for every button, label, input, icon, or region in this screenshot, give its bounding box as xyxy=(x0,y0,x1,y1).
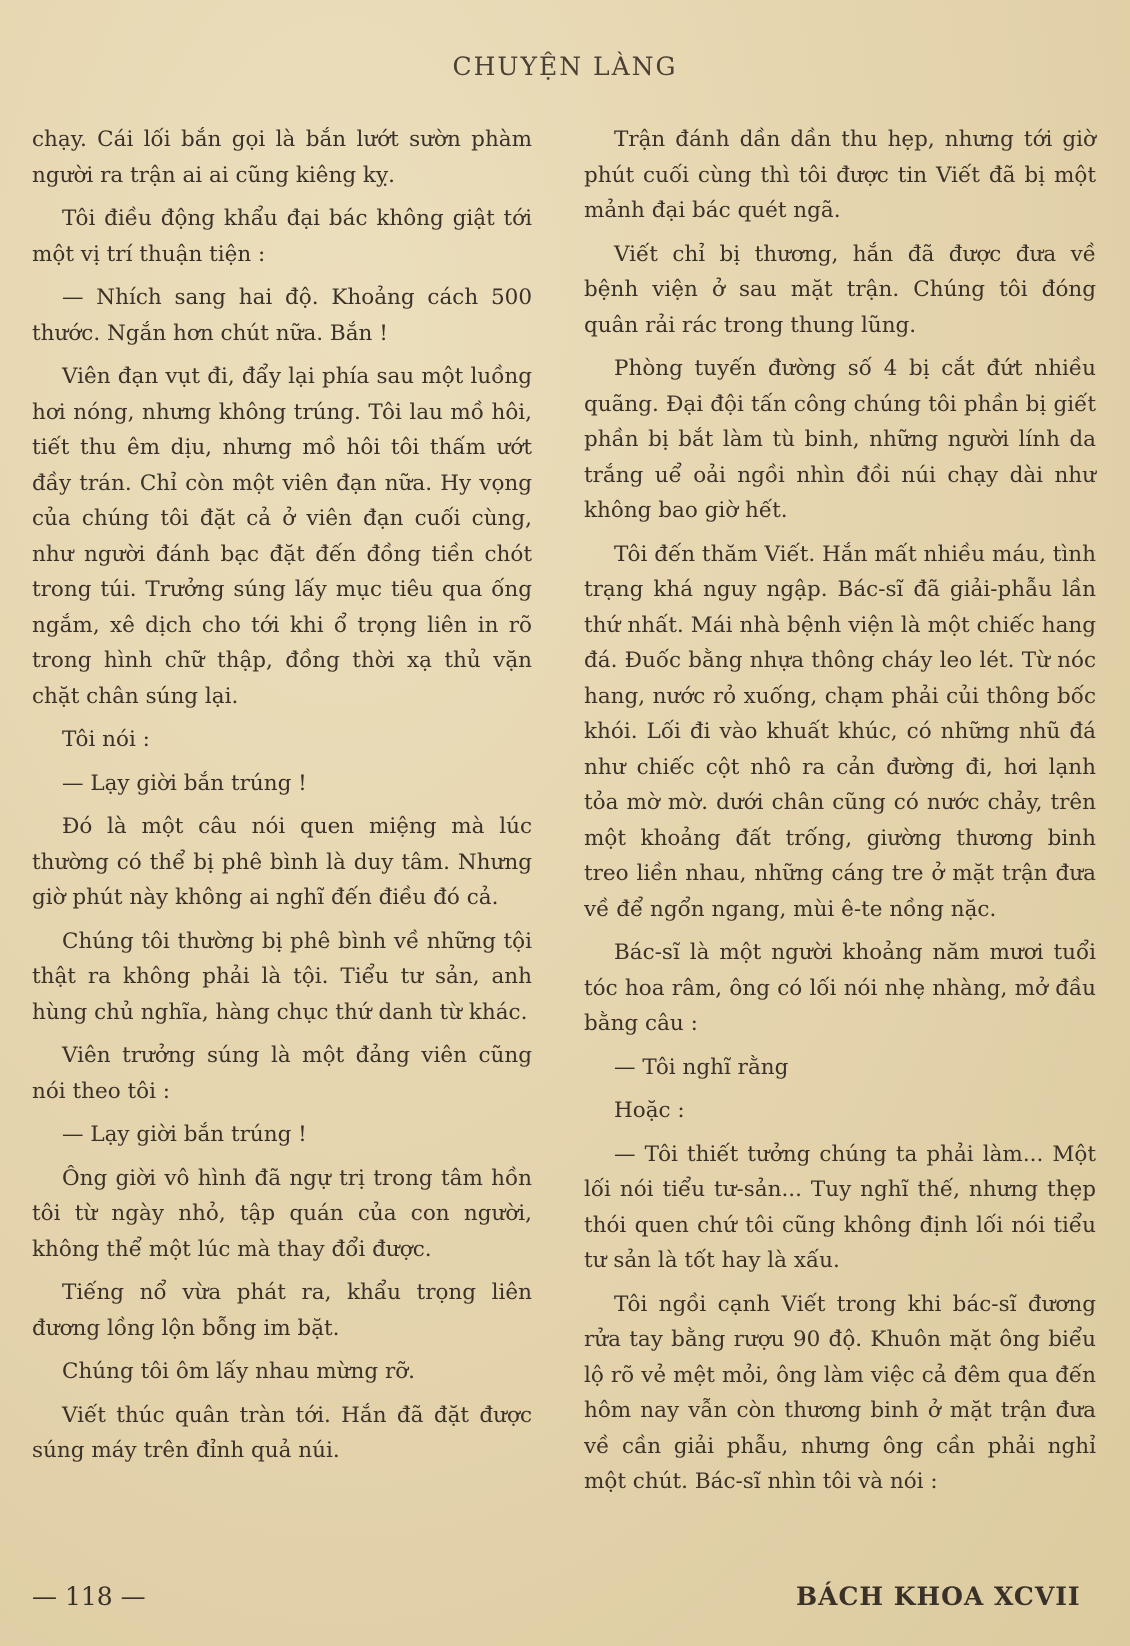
paragraph: Viết thúc quân tràn tới. Hắn đã đặt được súng máy trên đỉnh quả núi. xyxy=(32,1402,532,1463)
paragraph: Trận đánh dần dần thu hẹp, nhưng tới giờ phút cuối cùng thì tôi được tin Viết đã bị một mảnh đại bác quét ngã. xyxy=(584,127,1096,223)
paragraph: — Lạy giời bắn trúng ! xyxy=(62,1122,307,1147)
paragraph: — Tôi thiết tưởng chúng ta phải làm... Một lối nói tiểu tư-sản... Tuy nghĩ thế, nhưng thẹp thói quen chứ tôi cũng không định lối nói tiểu tư sản là tốt hay là xấu. xyxy=(584,1141,1096,1273)
running-head: CHUYỆN LÀNG xyxy=(452,52,678,81)
paragraph: — Nhích sang hai độ. Khoảng cách 500 thước. Ngắn hơn chút nữa. Bắn ! xyxy=(32,285,532,346)
paragraph: Đó là một câu nói quen miệng mà lúc thường có thể bị phê bình là duy tâm. Nhưng giờ phút này không ai nghĩ đến điều đó cả. xyxy=(32,814,532,910)
paragraph: Hoặc : xyxy=(614,1098,685,1123)
paragraph: Viên đạn vụt đi, đẩy lại phía sau một luồng hơi nóng, nhưng không trúng. Tôi lau mồ hôi, tiết thu êm dịu, nhưng mồ hôi tôi thấm ướt đầy trán. Chỉ còn một viên đạn nữa. Hy vọng của chúng tôi đặt cả ở viên đạn cuối cùng, như người đánh bạc đặt đến đồng tiền chót trong túi. Trưởng súng lấy mục tiêu qua ống ngắm, xê dịch cho tới khi ổ trọng liên in rõ trong hình chữ thập, đồng thời xạ thủ vặn chặt chân súng lại. xyxy=(32,364,532,709)
left-column xyxy=(32,122,532,1477)
paragraph: Tôi điều động khẩu đại bác không giật tới một vị trí thuận tiện : xyxy=(32,206,532,267)
paragraph: Chúng tôi thường bị phê bình về những tội thật ra không phải là tội. Tiểu tư sản, anh hùng chủ nghĩa, hàng chục thứ danh từ khác. xyxy=(32,928,532,1025)
paragraph: Phòng tuyến đường số 4 bị cắt đứt nhiều quãng. Đại đội tấn công chúng tôi phần bị giết phần bị bắt làm tù binh, những người lính da trắng uể oải ngồi nhìn đồi núi chạy dài như không bao giờ hết. xyxy=(584,356,1096,523)
page-number: — 118 — xyxy=(32,1582,146,1611)
paragraph: — Lạy giời bắn trúng ! xyxy=(62,770,307,796)
paragraph: Tôi đến thăm Viết. Hắn mất nhiều máu, tình trạng khá nguy ngập. Bác-sĩ đã giải-phẫu lần thứ nhất. Mái nhà bệnh viện là một chiếc hang đá. Đuốc bằng nhựa thông cháy leo lét. Từ nóc hang, nước rỏ xuống, chạm phải củi thông bốc khói. Lối đi vào khuất khúc, có những nhũ đá như chiếc cột nhô ra cản đường đi, hơi lạnh tỏa mờ mờ. dưới chân cũng có nước chảy, trên một khoảng đất trống, giường thương binh treo liền nhau, những cáng tre ở mặt trận đưa về để ngổn ngang, mùi ê-te nồng nặc. xyxy=(584,541,1096,922)
paragraph: chạy. Cái lối bắn gọi là bắn lướt sườn phàm người ra trận ai ai cũng kiêng kỵ. xyxy=(32,127,532,188)
magazine-name: BÁCH KHOA XCVII xyxy=(796,1582,1081,1611)
paragraph: Tôi ngồi cạnh Viết trong khi bác-sĩ đương rửa tay bằng rượu 90 độ. Khuôn mặt ông biểu lộ rõ vẻ mệt mỏi, ông làm việc cả đêm qua đến hôm nay vẫn còn thương binh ở mặt trận đưa về cần giải phẫu, nhưng ông cần phải nghỉ một chút. Bác-sĩ nhìn tôi và nói : xyxy=(584,1291,1096,1494)
paragraph: Viết chỉ bị thương, hắn đã được đưa về bệnh viện ở sau mặt trận. Chúng tôi đóng quân rải rác trong thung lũng. xyxy=(584,241,1096,338)
paragraph: Tôi nói : xyxy=(62,727,150,752)
paragraph: — Tôi nghĩ rằng xyxy=(614,1054,789,1080)
paragraph: Bác-sĩ là một người khoảng năm mươi tuổi tóc hoa râm, ông có lối nói nhẹ nhàng, mở đầu bằng câu : xyxy=(584,940,1096,1036)
right-column xyxy=(584,122,1096,1508)
paragraph: Ông giời vô hình đã ngự trị trong tâm hồn tôi từ ngày nhỏ, tập quán của con người, không thể một lúc mà thay đổi được. xyxy=(32,1165,532,1262)
paragraph: Chúng tôi ôm lấy nhau mừng rỡ. xyxy=(62,1359,416,1384)
paragraph: Tiếng nổ vừa phát ra, khẩu trọng liên đương lồng lộn bỗng im bặt. xyxy=(32,1280,532,1341)
paragraph: Viên trưởng súng là một đảng viên cũng nói theo tôi : xyxy=(32,1043,532,1104)
